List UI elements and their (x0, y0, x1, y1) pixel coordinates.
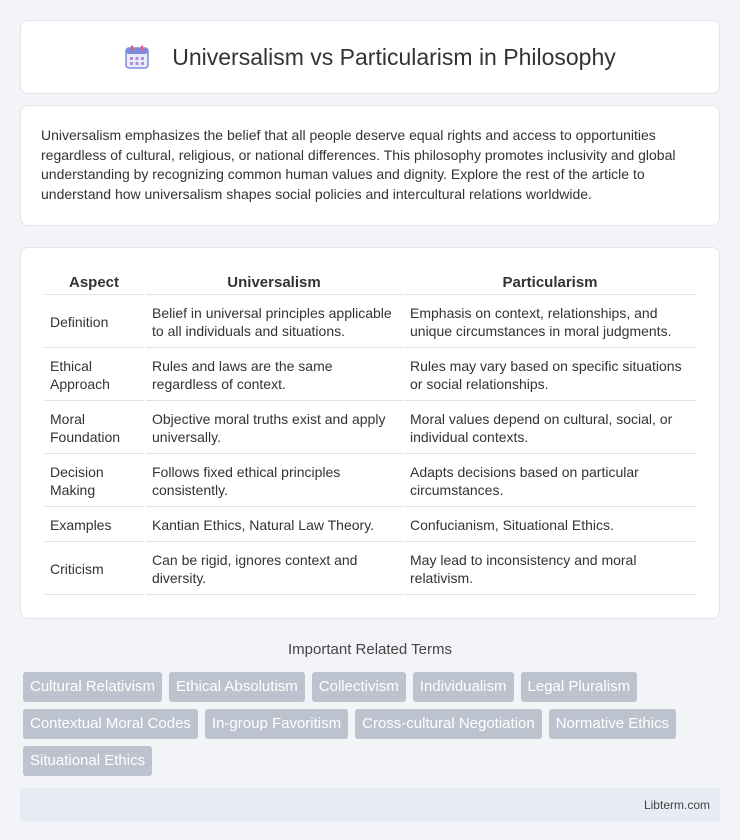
row-universalism: Can be rigid, ignores context and diversity. (146, 544, 402, 595)
row-universalism: Belief in universal principles applicable to all individuals and situations. (146, 297, 402, 348)
comparison-card (20, 247, 720, 619)
intro-card (20, 105, 720, 226)
tag-legal-pluralism[interactable]: Legal Pluralism (521, 672, 638, 702)
table-row (44, 403, 696, 454)
row-aspect: Definition (44, 297, 144, 348)
table-row (44, 544, 696, 595)
title-card (20, 20, 720, 94)
header-aspect: Aspect (44, 270, 144, 295)
table-row (44, 456, 696, 507)
tag-collectivism[interactable]: Collectivism (312, 672, 406, 702)
footer (20, 788, 720, 822)
footer-site-link[interactable]: Libterm.com (643, 798, 710, 812)
table-row (44, 297, 696, 348)
header-particularism: Particularism (404, 270, 696, 295)
row-particularism: Emphasis on context, relationships, and unique circumstances in moral judgments. (404, 297, 696, 348)
intro-text: Universalism emphasizes the belief that all people deserve equal rights and access to opportunities regardless of cultural, religious, or national differences. This philosophy promotes inclusivity and global understanding by recognizing common human values and dignity. Explore the rest of the article to understand how universalism shapes social policies and intercultural relations worldwide. (41, 127, 676, 202)
tag-normative-ethics[interactable]: Normative Ethics (549, 709, 676, 739)
row-aspect: Ethical Approach (44, 350, 144, 401)
row-aspect: Examples (44, 509, 144, 542)
row-aspect: Decision Making (44, 456, 144, 507)
row-universalism: Follows fixed ethical principles consistently. (146, 456, 402, 507)
row-aspect: Criticism (44, 544, 144, 595)
tag-in-group-favoritism[interactable]: In-group Favoritism (205, 709, 348, 739)
related-terms-title: Important Related Terms (288, 641, 452, 658)
row-universalism: Objective moral truths exist and apply universally. (146, 403, 402, 454)
related-terms-list (23, 672, 720, 783)
tag-situational-ethics[interactable]: Situational Ethics (23, 746, 152, 776)
tag-individualism[interactable]: Individualism (413, 672, 514, 702)
tag-ethical-absolutism[interactable]: Ethical Absolutism (169, 672, 305, 702)
tag-cross-cultural-negotiation[interactable]: Cross-cultural Negotiation (355, 709, 542, 739)
calendar-icon (124, 44, 150, 70)
row-particularism: Rules may vary based on specific situations or social relationships. (404, 350, 696, 401)
row-particularism: Adapts decisions based on particular circumstances. (404, 456, 696, 507)
row-particularism: Moral values depend on cultural, social, or individual contexts. (404, 403, 696, 454)
row-aspect: Moral Foundation (44, 403, 144, 454)
page-title: Universalism vs Particularism in Philosophy (172, 43, 616, 70)
row-particularism: May lead to inconsistency and moral relativism. (404, 544, 696, 595)
tag-cultural-relativism[interactable]: Cultural Relativism (23, 672, 162, 702)
row-particularism: Confucianism, Situational Ethics. (404, 509, 696, 542)
row-universalism: Kantian Ethics, Natural Law Theory. (146, 509, 402, 542)
table-row (44, 350, 696, 401)
comparison-table (42, 268, 698, 597)
header-universalism: Universalism (146, 270, 402, 295)
table-row (44, 509, 696, 542)
tag-contextual-moral-codes[interactable]: Contextual Moral Codes (23, 709, 198, 739)
table-header-row (44, 270, 696, 295)
row-universalism: Rules and laws are the same regardless of context. (146, 350, 402, 401)
